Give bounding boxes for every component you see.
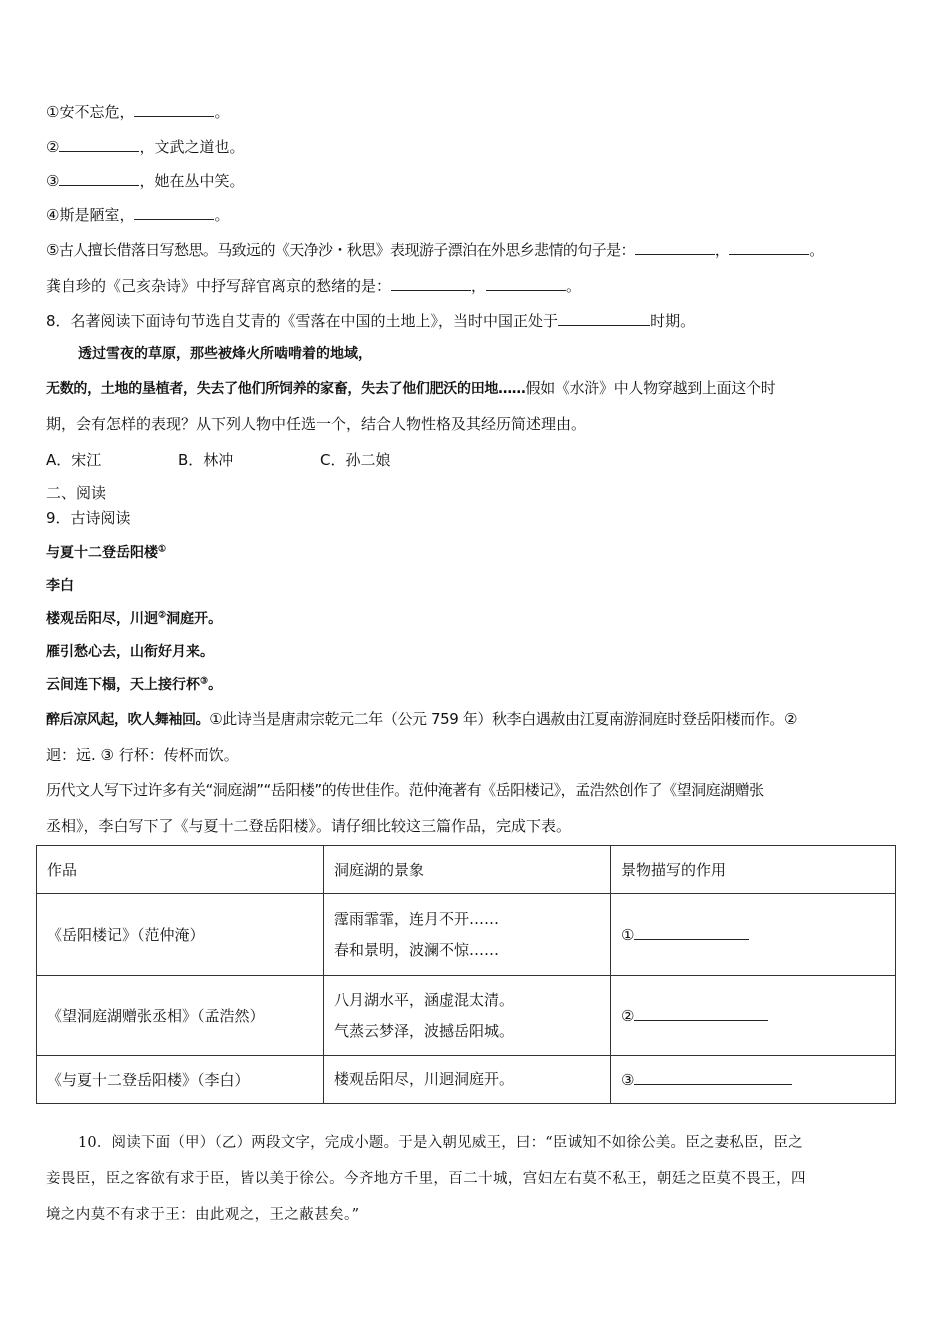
answer-blank[interactable] (59, 171, 139, 186)
item-text: 安不忘危， (59, 103, 135, 121)
work-cell: 《岳阳楼记》（范仲淹） (37, 894, 324, 976)
table-row (37, 976, 896, 1056)
answer-blank[interactable] (558, 311, 650, 326)
footnote-marker: ③ (200, 676, 209, 687)
answer-marker: ② (621, 1007, 635, 1025)
footnote-marker: ① (158, 544, 167, 555)
footnote-marker: ② (158, 610, 167, 621)
answer-blank[interactable] (391, 276, 471, 291)
poem-excerpt-line-1: 透过雪夜的草原，那些被烽火所啮啃着的地域， (78, 346, 372, 362)
column-header: 景物描写的作用 (611, 846, 896, 894)
item-marker: ⑤ (46, 241, 59, 259)
question-number: 9． (46, 509, 71, 527)
fill-in-item-3 (46, 171, 244, 191)
question-10-line-1: 10．阅读下面（甲）（乙）两段文字，完成小题。于是入朝见威王，曰：“臣诚知不如徐公美。臣之妻私臣，臣之 (78, 1135, 803, 1151)
answer-blank[interactable] (729, 240, 809, 255)
footnotes-continued: 迥：远. ③ 行杯：传杯而饮。 (46, 746, 239, 764)
question-9-title: 9．古诗阅读 (46, 509, 131, 527)
answer-marker: ③ (621, 1071, 635, 1089)
answer-blank[interactable] (486, 276, 566, 291)
question-number: 8． (46, 312, 71, 330)
answer-marker: ① (621, 926, 635, 944)
poem-author: 李白 (46, 578, 74, 594)
answer-blank[interactable] (634, 925, 749, 940)
fill-in-item-1: ①安不忘危， 。 (46, 103, 230, 121)
item-marker: ④ (46, 206, 60, 224)
poem-excerpt-line-2: 无数的，土地的垦植者，失去了他们所饲养的家畜，失去了他们肥沃的田地…… (46, 381, 526, 397)
answer-blank[interactable] (634, 1070, 792, 1085)
item-text: ，她在丛中笑。 (139, 172, 245, 190)
poem-last-line-and-notes (46, 709, 797, 730)
answer-blank[interactable] (635, 240, 715, 255)
comparison-table (36, 845, 896, 1104)
question-8-prompt: 8．名著阅读下面诗句节选自艾青的《雪落在中国的土地上》，当时中国正处于 时期。 (46, 312, 696, 330)
section-heading: 二、阅读 (46, 484, 107, 502)
item-text: 龚自珍的《己亥杂诗》中抒写辞官离京的愁绪的是： (46, 277, 392, 295)
effect-cell (611, 1056, 896, 1104)
column-header: 作品 (37, 846, 324, 894)
effect-cell (611, 894, 896, 976)
work-cell: 《望洞庭湖赠张丞相》（孟浩然） (37, 976, 324, 1056)
question-8-body-line-1: 无数的，土地的垦植者，失去了他们所饲养的家畜，失去了他们肥沃的田地……假如《水浒》中人物穿越到上面这个时 (46, 379, 776, 397)
fill-in-item-5: ⑤古人擅长借落日写愁思。马致远的《天净沙・秋思》表现游子漂泊在外思乡悲情的句子是： ， 。 (46, 241, 824, 259)
item-text: ，文武之道也。 (139, 138, 245, 156)
column-header: 洞庭湖的景象 (324, 846, 611, 894)
answer-blank[interactable] (634, 1006, 768, 1021)
poem-title: 与夏十二登岳阳楼① (46, 544, 167, 561)
poem-line: 楼观岳阳尽，川迥②洞庭开。 (46, 610, 223, 627)
question-10-line-2: 妾畏臣，臣之客欲有求于臣，皆以美于徐公。今齐地方千里，百二十城，宫妇左右莫不私王，朝廷之臣莫不畏王，四 (46, 1171, 806, 1187)
question-8-options (46, 450, 390, 470)
fill-in-item-2 (46, 137, 244, 157)
effect-cell (611, 976, 896, 1056)
option-c[interactable]: C．孙二娘 (320, 451, 391, 469)
item-marker: ③ (46, 172, 60, 190)
scene-cell: 霪雨霏霏，连月不开…… 春和景明，波澜不惊…… (324, 894, 611, 976)
answer-blank[interactable] (134, 205, 214, 220)
poem-line: 醉后凉风起，吹人舞袖回。 (46, 712, 210, 728)
work-cell: 《与夏十二登岳阳楼》（李白） (37, 1056, 324, 1104)
fill-in-item-5-line2: 龚自珍的《己亥杂诗》中抒写辞官离京的愁绪的是： ， 。 (46, 277, 582, 295)
table-header-row (37, 846, 896, 894)
table-row (37, 1056, 896, 1104)
option-b[interactable]: B．林冲 (178, 451, 234, 469)
option-a[interactable]: A．宋江 (46, 451, 102, 469)
fill-in-item-4: ④斯是陋室， 。 (46, 206, 230, 224)
question-8-body-line-2: 期，会有怎样的表现？从下列人物中任选一个，结合人物性格及其经历简述理由。 (46, 415, 587, 433)
answer-blank[interactable] (59, 137, 139, 152)
question-9-intro-line-2: 丞相》，李白写下了《与夏十二登岳阳楼》。请仔细比较这三篇作品，完成下表。 (46, 817, 572, 835)
table-row (37, 894, 896, 976)
item-marker: ② (46, 138, 60, 156)
scene-cell: 楼观岳阳尽，川迥洞庭开。 (324, 1056, 611, 1104)
question-9-intro-line-1: 历代文人写下过许多有关“洞庭湖”“岳阳楼”的传世佳作。范仲淹著有《岳阳楼记》，孟浩然创作了《望洞庭湖赠张 (46, 781, 764, 799)
item-text: 古人擅长借落日写愁思。马致远的《天净沙・秋思》表现游子漂泊在外思乡悲情的句子是： (58, 241, 635, 259)
poem-line: 雁引愁心去，山衔好月来。 (46, 644, 214, 660)
scene-cell: 八月湖水平，涵虚混太清。 气蒸云梦泽，波撼岳阳城。 (324, 976, 611, 1056)
answer-blank[interactable] (134, 102, 214, 117)
item-marker: ① (46, 103, 60, 121)
footnotes: ①此诗当是唐肃宗乾元二年（公元 759 年）秋李白遇赦由江夏南游洞庭时登岳阳楼而作。② (209, 710, 798, 728)
question-10-line-3: 境之内莫不有求于王：由此观之，王之蔽甚矣。” (46, 1207, 360, 1223)
item-text: 斯是陋室， (59, 206, 135, 224)
poem-line: 云间连下榻，天上接行杯③。 (46, 676, 223, 693)
